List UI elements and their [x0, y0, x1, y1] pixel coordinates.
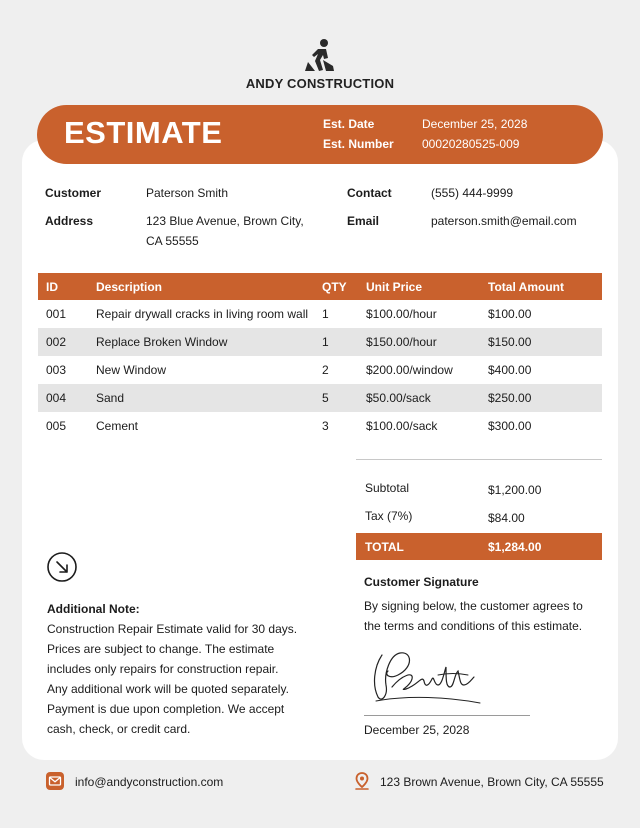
note-line: includes only repairs for construction repair. [47, 662, 279, 676]
estimate-banner [37, 105, 603, 164]
cell-id: 002 [38, 328, 88, 356]
est-date-label: Est. Date [323, 117, 375, 131]
signature-terms-line: By signing below, the customer agrees to [364, 599, 583, 613]
handwritten-signature [368, 645, 483, 710]
note-line: Prices are subject to change. The estimate [47, 642, 275, 656]
est-date-value: December 25, 2028 [422, 117, 528, 131]
cell-description: New Window [96, 363, 167, 377]
table-row [38, 412, 602, 440]
cell-id: 001 [46, 307, 67, 321]
col-header-qty: QTY [314, 273, 358, 300]
cell-description: Cement [96, 419, 139, 433]
cell-id: 004 [38, 384, 88, 412]
note-line: Construction Repair Estimate valid for 30 days. [47, 622, 298, 636]
additional-note-heading: Additional Note: [47, 602, 140, 616]
table-row [38, 356, 602, 384]
items-table [38, 273, 602, 440]
signature-terms-line: the terms and conditions of this estimate. [364, 619, 583, 633]
col-header-total-amount: Total Amount [480, 273, 602, 300]
company-logo [0, 38, 640, 91]
subtotal-value: $1,200.00 [488, 483, 542, 497]
cell-id: 005 [46, 419, 67, 433]
signature-heading: Customer Signature [364, 575, 479, 589]
signature-line [364, 715, 530, 716]
col-header-unit-price: Unit Price [358, 273, 480, 300]
cell-total-amount: $400.00 [488, 363, 532, 377]
tax-value: $84.00 [488, 511, 525, 525]
note-line: cash, check, or credit card. [47, 722, 191, 736]
cell-qty: 1 [322, 307, 329, 321]
cell-description: Repair drywall cracks in living room wall [96, 307, 309, 321]
col-header-description: Description [88, 273, 314, 300]
cell-qty: 5 [314, 384, 358, 412]
estimate-title: ESTIMATE [64, 115, 223, 150]
cell-qty: 2 [322, 363, 329, 377]
est-number-label: Est. Number [323, 137, 394, 151]
arrow-down-right-icon [47, 552, 77, 582]
construction-worker-icon [303, 38, 337, 72]
address-line-2: CA 55555 [146, 234, 199, 248]
cell-description: Sand [88, 384, 314, 412]
cell-unit-price: $200.00/window [366, 363, 453, 377]
cell-total-amount: $300.00 [488, 419, 532, 433]
additional-note-text [47, 619, 312, 739]
contact-value: (555) 444-9999 [431, 186, 514, 200]
total-bar [356, 533, 602, 560]
table-header-row [38, 273, 602, 300]
table-row [38, 328, 602, 356]
note-line: Payment is due upon completion. We accept [47, 702, 285, 716]
signature-date: December 25, 2028 [364, 723, 470, 737]
total-label: TOTAL [365, 540, 404, 554]
subtotal-label: Subtotal [365, 481, 410, 495]
total-value: $1,284.00 [488, 540, 542, 554]
col-header-id: ID [38, 273, 88, 300]
customer-label: Customer [45, 186, 102, 200]
cell-total-amount: $250.00 [480, 384, 602, 412]
cell-unit-price: $150.00/hour [358, 328, 480, 356]
est-number-value: 00020280525-009 [422, 137, 520, 151]
cell-total-amount: $100.00 [488, 307, 532, 321]
address-line-1: 123 Blue Avenue, Brown City, [146, 214, 304, 228]
cell-qty: 3 [322, 419, 329, 433]
cell-unit-price: $100.00/sack [366, 419, 438, 433]
footer-email-link[interactable]: info@andyconstruction.com [75, 775, 224, 789]
email-icon [46, 772, 64, 790]
footer-address: 123 Brown Avenue, Brown City, CA 55555 [380, 775, 604, 789]
cell-unit-price: $100.00/hour [366, 307, 437, 321]
table-row [38, 300, 602, 328]
tax-label: Tax (7%) [365, 509, 413, 523]
signature-terms [364, 596, 594, 636]
email-label: Email [347, 214, 380, 228]
totals-divider [356, 459, 602, 460]
customer-value: Paterson Smith [146, 186, 229, 200]
cell-qty: 1 [314, 328, 358, 356]
cell-description: Replace Broken Window [88, 328, 314, 356]
table-row [38, 384, 602, 412]
cell-unit-price: $50.00/sack [358, 384, 480, 412]
contact-label: Contact [347, 186, 392, 200]
cell-total-amount: $150.00 [480, 328, 602, 356]
location-pin-icon [353, 772, 371, 790]
address-value [146, 211, 326, 251]
company-name: ANDY CONSTRUCTION [245, 76, 395, 91]
address-label: Address [45, 214, 94, 228]
email-value: paterson.smith@email.com [431, 214, 577, 228]
cell-id: 003 [46, 363, 67, 377]
note-line: Any additional work will be quoted separately. [47, 682, 289, 696]
